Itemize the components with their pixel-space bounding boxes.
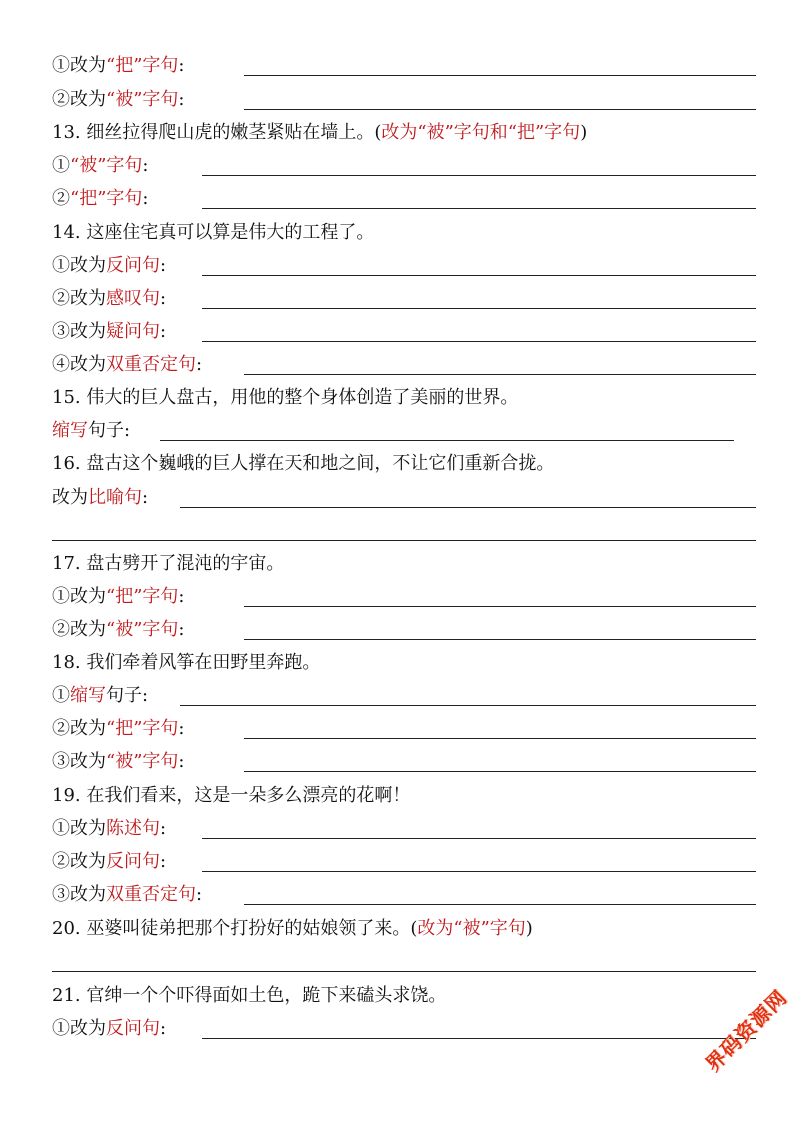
- prompt-line: [52, 486, 148, 510]
- question-text: 19. 在我们看来，这是一朵多么漂亮的花啊！: [52, 785, 411, 806]
- question-text: 18. 我们牵着风筝在田野里奔跑。: [52, 652, 321, 673]
- prompt-suffix: :: [142, 188, 149, 209]
- prompt-type: 反问句: [106, 851, 160, 872]
- prompt-type: 反问句: [106, 1018, 160, 1039]
- prompt-prefix: ②改为: [52, 619, 106, 640]
- prompt-suffix: :: [142, 155, 149, 176]
- question-21: [52, 984, 446, 1008]
- prompt-type: 缩写: [52, 420, 88, 441]
- answer-blank[interactable]: [52, 540, 756, 541]
- prompt-type: “把”字句: [106, 718, 179, 739]
- prompt-suffix: :: [178, 619, 185, 640]
- prompt-line: [52, 817, 166, 841]
- prompt-suffix: :: [178, 751, 185, 772]
- prompt-suffix: :: [196, 354, 203, 375]
- prompt-suffix: :: [160, 288, 167, 309]
- answer-blank[interactable]: [244, 606, 756, 607]
- answer-blank[interactable]: [202, 208, 756, 209]
- answer-blank[interactable]: [52, 971, 756, 972]
- prompt-type: “被”字句: [106, 89, 179, 110]
- prompt-prefix: ①: [52, 155, 70, 176]
- answer-blank[interactable]: [202, 838, 756, 839]
- prompt-suffix: :: [178, 89, 185, 110]
- prompt-type: 双重否定句: [106, 354, 196, 375]
- prompt-line: [52, 1017, 166, 1041]
- answer-blank[interactable]: [244, 904, 756, 905]
- question-17: [52, 552, 284, 576]
- answer-blank[interactable]: [202, 308, 756, 309]
- prompt-type: 比喻句: [88, 487, 142, 508]
- prompt-prefix: 改为: [52, 487, 88, 508]
- answer-blank[interactable]: [244, 109, 756, 110]
- prompt-prefix: ②改为: [52, 851, 106, 872]
- prompt-prefix: ②改为: [52, 718, 106, 739]
- prompt-type: 缩写: [70, 685, 106, 706]
- watermark-stamp: 界码资源网: [700, 985, 792, 1077]
- question-18: [52, 651, 320, 675]
- question-20: [52, 917, 533, 941]
- prompt-prefix: ③改为: [52, 751, 106, 772]
- prompt-line: [52, 850, 166, 874]
- answer-blank[interactable]: [180, 507, 756, 508]
- question-text: 16. 盘古这个巍峨的巨人撑在天和地之间，不让它们重新合拢。: [52, 453, 555, 474]
- prompt-prefix: ④改为: [52, 354, 106, 375]
- prompt-suffix: :: [142, 487, 149, 508]
- prompt-line: [52, 353, 202, 377]
- question-instruction: 改为“被”字句: [417, 918, 526, 939]
- question-14: [52, 221, 374, 245]
- prompt-suffix: :: [178, 55, 185, 76]
- question-13: [52, 121, 587, 145]
- prompt-type: “把”字句: [70, 188, 143, 209]
- prompt-suffix: :: [160, 818, 167, 839]
- prompt-prefix: ①改为: [52, 1018, 106, 1039]
- answer-blank[interactable]: [160, 440, 734, 441]
- prompt-suffix: :: [178, 718, 185, 739]
- prompt-line: [52, 585, 184, 609]
- prompt-type: “把”字句: [106, 55, 179, 76]
- question-16: [52, 452, 554, 476]
- prompt-type: 双重否定句: [106, 884, 196, 905]
- prompt-type: 反问句: [106, 255, 160, 276]
- answer-blank[interactable]: [244, 75, 756, 76]
- prompt-line: [52, 750, 184, 774]
- question-instruction: 改为“被”字句和“把”字句: [381, 122, 581, 143]
- prompt-prefix: ②改为: [52, 288, 106, 309]
- prompt-type: “被”字句: [106, 751, 179, 772]
- question-15: [52, 386, 518, 410]
- prompt-line: [52, 684, 148, 708]
- prompt-line: [52, 883, 202, 907]
- prompt-prefix: ①改为: [52, 586, 106, 607]
- answer-blank[interactable]: [180, 705, 756, 706]
- prompt-suffix: 句子:: [88, 420, 131, 441]
- answer-blank[interactable]: [244, 639, 756, 640]
- question-text: 21. 官绅一个个吓得面如土色，跪下来磕头求饶。: [52, 985, 447, 1006]
- answer-blank[interactable]: [202, 175, 756, 176]
- prompt-prefix: ②改为: [52, 89, 106, 110]
- answer-blank[interactable]: [202, 871, 756, 872]
- prompt-prefix: ①改为: [52, 255, 106, 276]
- prompt-type: 陈述句: [106, 818, 160, 839]
- prompt-suffix: :: [160, 255, 167, 276]
- prompt-suffix: :: [160, 1018, 167, 1039]
- prompt-line: [52, 287, 166, 311]
- question-19: [52, 784, 410, 808]
- question-text: 15. 伟大的巨人盘古，用他的整个身体创造了美丽的世界。: [52, 387, 519, 408]
- answer-blank[interactable]: [244, 738, 756, 739]
- prompt-prefix: ③改为: [52, 321, 106, 342]
- prompt-type: “把”字句: [106, 586, 179, 607]
- answer-blank[interactable]: [244, 374, 756, 375]
- answer-blank[interactable]: [202, 1038, 756, 1039]
- prompt-type: 疑问句: [106, 321, 160, 342]
- prompt-line: [52, 187, 148, 211]
- prompt-prefix: ①改为: [52, 818, 106, 839]
- prompt-line: [52, 419, 130, 443]
- question-text: 14. 这座住宅真可以算是伟大的工程了。: [52, 222, 375, 243]
- prompt-line: [52, 618, 184, 642]
- prompt-line: [52, 88, 184, 112]
- prompt-line: [52, 717, 184, 741]
- prompt-type: “被”字句: [106, 619, 179, 640]
- prompt-suffix: :: [178, 586, 185, 607]
- prompt-type: 感叹句: [106, 288, 160, 309]
- prompt-prefix: ①改为: [52, 55, 106, 76]
- question-text: 17. 盘古劈开了混沌的宇宙。: [52, 553, 285, 574]
- prompt-suffix: :: [160, 851, 167, 872]
- prompt-prefix: ②: [52, 188, 70, 209]
- question-text: 13. 细丝拉得爬山虎的嫩茎紧贴在墙上。(: [52, 122, 382, 143]
- answer-blank[interactable]: [202, 341, 756, 342]
- prompt-suffix: 句子:: [106, 685, 149, 706]
- prompt-line: [52, 320, 166, 344]
- question-text: 20. 巫婆叫徒弟把那个打扮好的姑娘领了来。(: [52, 918, 418, 939]
- prompt-prefix: ③改为: [52, 884, 106, 905]
- question-paren: ): [580, 122, 588, 143]
- prompt-line: [52, 154, 148, 178]
- answer-blank[interactable]: [244, 771, 756, 772]
- question-paren: ): [525, 918, 533, 939]
- prompt-prefix: ①: [52, 685, 70, 706]
- prompt-suffix: :: [160, 321, 167, 342]
- prompt-line: [52, 54, 184, 78]
- prompt-type: “被”字句: [70, 155, 143, 176]
- prompt-line: [52, 254, 166, 278]
- answer-blank[interactable]: [202, 275, 756, 276]
- prompt-suffix: :: [196, 884, 203, 905]
